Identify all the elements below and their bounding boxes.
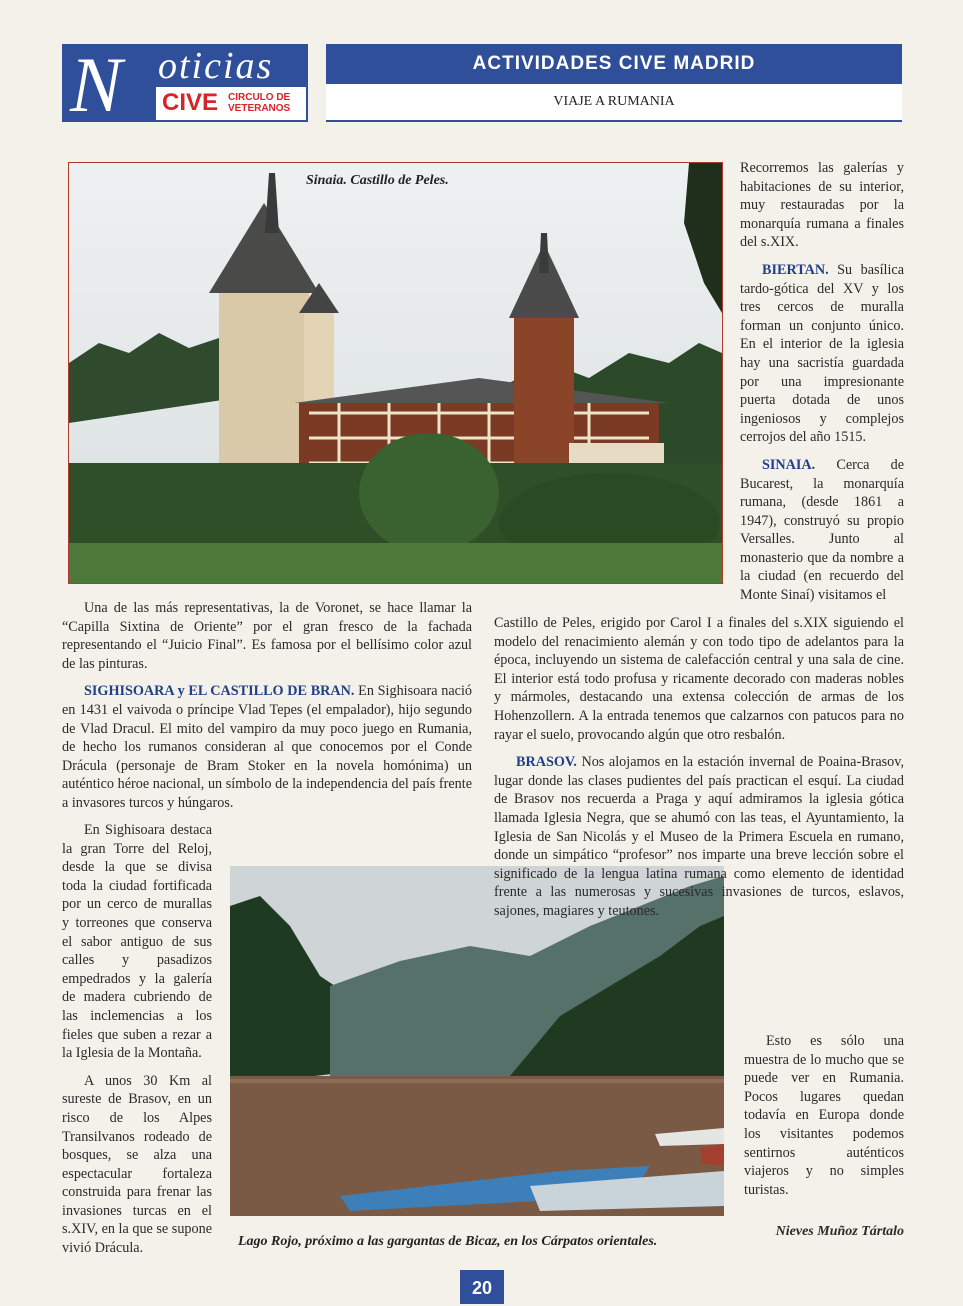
left-column-text: [62, 599, 472, 822]
right-column-text: [740, 159, 904, 614]
logo-word: oticias: [158, 45, 274, 87]
sinaia-paragraph: [740, 456, 904, 605]
noticias-cive-logo: [62, 41, 308, 128]
biertan-heading: BIERTAN.: [762, 261, 829, 278]
brasov-body: Nos alojamos en la estación invernal de Poaina-Brasov, lugar donde las clases pudientes del país practican el esquí. La ciudad de Brasov nos recuerda a Praga y aquí admiramos la iglesia gótica llamada Iglesia Negra, que se ahumó con las teas, el Ayuntamiento, la Iglesia de San Nicolás y el Museo de la Primera Escuela en rumano, donde un simpático “profesor” nos imparte una breve lección sobre el significado de la lengua latina rumana como elemento de identidad frente a las numerosas y sucesivas invasiones de turcos, eslavos, sajones, magiares y teutones.: [494, 754, 904, 919]
bran-paragraph: A unos 30 Km al sureste de Brasov, en un risco de los Alpes Transilvanos rodeado de bosques, se alza una espectacular fortaleza construida para frenar las invasiones turcas en el s.XIV, en la que se supone vivió Drácula.: [62, 1072, 212, 1257]
logo-sub-line2: VETERANOS: [228, 103, 291, 114]
sighisoara-paragraph: [62, 682, 472, 812]
sighisoara-body: En Sighisoara nació en 1431 el vaivoda o príncipe Vlad Tepes (el empalador), hijo segundo de Vlad Dracul. El mito del vampiro da muy poco juego en Rumania, de hecho los rumanos consideran al que conocemos por el Conde Drácula (personaje de Bram Stoker en la novela homónima) un auténtico héroe nacional, un símbolo de la independencia del país frente a invasores turcos y húngaros.: [62, 683, 472, 811]
biertan-paragraph: [740, 261, 904, 447]
logo-sub-line1: CIRCULO DE: [228, 92, 291, 103]
page-number: 20: [460, 1270, 504, 1304]
logo-brand: CIVE: [162, 89, 219, 116]
logo-initial: N: [70, 41, 123, 128]
section-title: ACTIVIDADES CIVE MADRID: [326, 44, 902, 84]
closing-column-text: [744, 1032, 904, 1208]
sinaia-heading: SINAIA.: [762, 456, 816, 473]
castle-photo: [68, 162, 723, 584]
torre-paragraph: En Sighisoara destaca la gran Torre del Reloj, desde la que se divisa toda la ciudad fortificada por un cerco de murallas y torreones que conserva el sabor antiguo de sus calles y pasadizos empedrados y la galería de madera cubriendo de las inclemencias a los fieles que suben a rezar a la Iglesia de la Montaña.: [62, 822, 212, 1062]
castle-illustration: [69, 163, 722, 583]
middle-right-column-text: [494, 614, 904, 930]
author-signature: Nieves Muñoz Tártalo: [775, 1224, 904, 1239]
lake-caption: Lago Rojo, próximo a las gargantas de Bicaz, en los Cárpatos orientales.: [238, 1234, 658, 1249]
left-lower-column-text: [62, 821, 212, 1267]
article-title: VIAJE A RUMANIA: [326, 84, 902, 122]
biertan-body: Su basílica tardo-gótica del XV y los tres cercos de muralla forman un conjunto único. En el interior de la iglesia hay una sacristía guardada por una impresionante puerta dotada de unos ingeniosos y complejos cerrojos del año 1515.: [740, 261, 904, 446]
sinaia-body: Cerca de Bucarest, la monarquía rumana, (desde 1861 a 1947), construyó su propio Versalles. Junto al monasterio que da nombre a la ciudad (en recuerdo del Monte Sinaí) visitamos el: [740, 456, 904, 604]
castle-caption: Sinaia. Castillo de Peles.: [306, 173, 449, 188]
voronet-paragraph: Una de las más representativas, la de Voronet, se hace llamar la “Capilla Sixtina de Oriente” por el gran fresco de la fachada representando el “Juicio Final”. Es famosa por el bellísimo color azul de las pinturas.: [62, 600, 472, 672]
sighisoara-heading: SIGHISOARA y EL CASTILLO DE BRAN.: [84, 683, 355, 700]
closing-paragraph: Esto es sólo una muestra de lo mucho que se puede ver en Rumania. Pocos lugares quedan todavía en Europa donde los visitantes podemos sentirnos auténticos viajeros y no simples turistas.: [744, 1033, 904, 1198]
sinaia-continued-paragraph: Castillo de Peles, erigido por Carol I a finales del s.XIX siguiendo el modelo del renacimiento alemán y con todo tipo de adelantos para la época, incluyendo un sistema de calefacción central y una sala de cine. El interior está todo profusa y ricamente decorado con maderas nobles y mármoles, destacando una extensa colección de armas de los Hohenzollern. A la entrada tenemos que calzarnos con patucos para no rayar el suelo, provocando algún que otro resbalón.: [494, 615, 904, 743]
brasov-paragraph: [494, 753, 904, 920]
brasov-heading: BRASOV.: [516, 754, 577, 771]
galerias-paragraph: Recorremos las galerías y habitaciones de su interior, muy restauradas por la monarquía rumana a finales del s.XIX.: [740, 160, 904, 251]
logo-subtitle: [228, 92, 290, 114]
logo-brand-box: [156, 87, 306, 120]
